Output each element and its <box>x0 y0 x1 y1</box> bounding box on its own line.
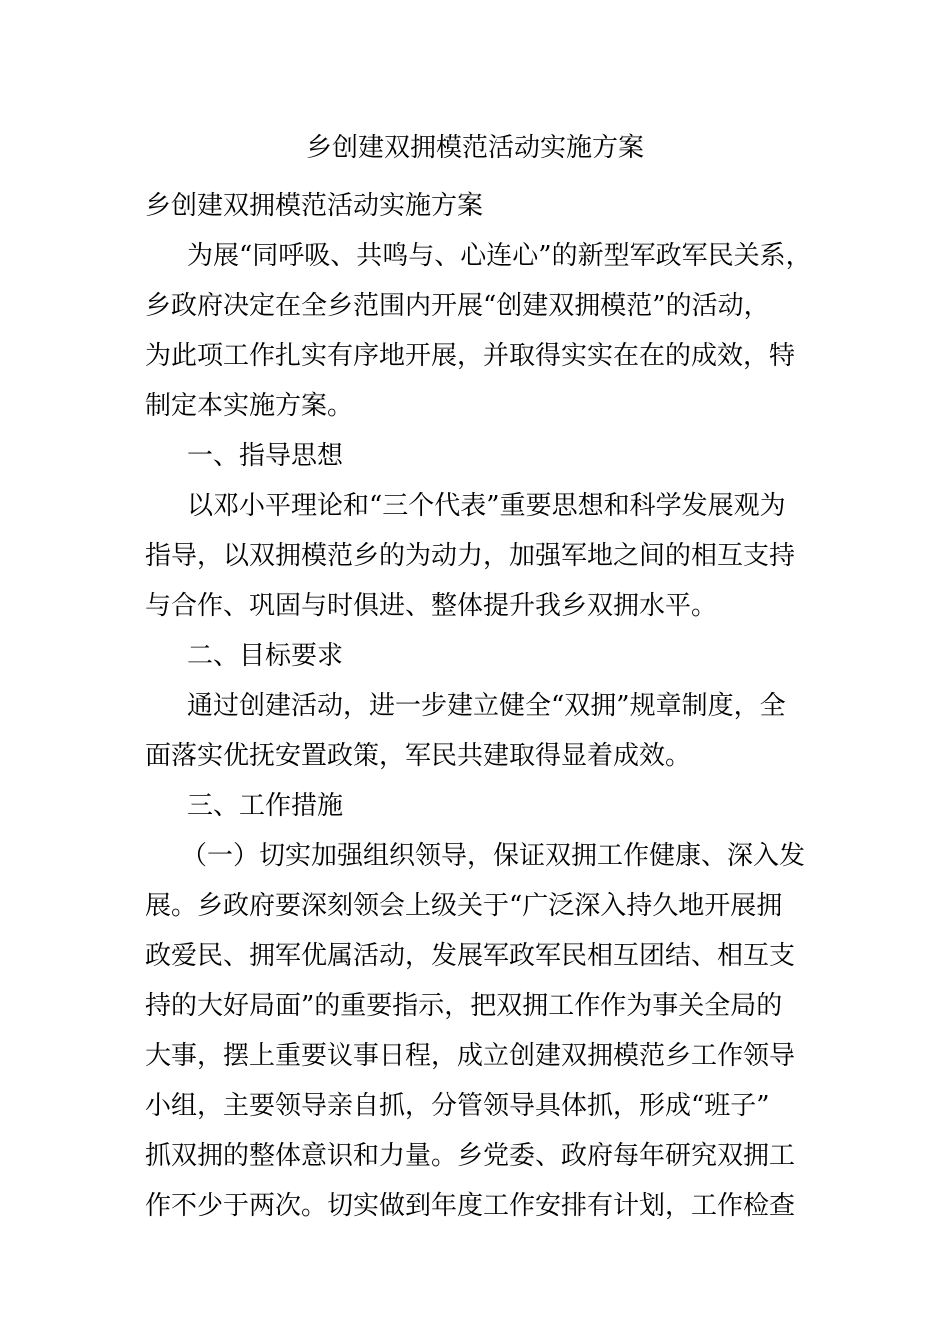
paragraph-line: 面落实优抚安置政策，军民共建取得显着成效。 <box>145 741 692 771</box>
paragraph-line: 抓双拥的整体意识和力量。乡党委、政府每年研究双拥工 <box>145 1141 796 1171</box>
paragraph-line: 为此项工作扎实有序地开展，并取得实实在在的成效，特 <box>145 341 796 371</box>
paragraph-line: 通过创建活动，进一步建立健全“双拥”规章制度，全 <box>187 691 786 721</box>
paragraph-line: 乡政府决定在全乡范围内开展“创建双拥模范”的活动， <box>145 291 770 321</box>
paragraph-line: 与合作、巩固与时俱进、整体提升我乡双拥水平。 <box>145 591 718 621</box>
document-body <box>145 181 825 1231</box>
paragraph-line: 小组，主要领导亲自抓，分管领导具体抓，形成“班子” <box>145 1091 770 1121</box>
paragraph-line: 持的大好局面”的重要指示，把双拥工作作为事关全局的 <box>145 991 783 1021</box>
paragraph-line: 指导，以双拥模范乡的为动力，加强军地之间的相互支持 <box>145 541 796 571</box>
paragraph-line: （一）切实加强组织领导，保证双拥工作健康、深入发 <box>181 841 806 871</box>
paragraph-line: 展。乡政府要深刻领会上级关于“广泛深入持久地开展拥 <box>145 891 783 921</box>
paragraph-line: 作不少于两次。切实做到年度工作安排有计划，工作检查 <box>145 1191 796 1221</box>
section-heading: 一、指导思想 <box>187 441 344 471</box>
paragraph-line: 政爱民、拥军优属活动，发展军政军民相互团结、相互支 <box>145 941 796 971</box>
subtitle-line: 乡创建双拥模范活动实施方案 <box>145 191 484 221</box>
paragraph-line: 为展“同呼吸、共鸣与、心连心”的新型军政军民关系， <box>187 241 812 271</box>
section-heading: 二、目标要求 <box>187 641 344 671</box>
paragraph-line: 制定本实施方案。 <box>145 391 354 421</box>
section-heading: 三、工作措施 <box>187 791 344 821</box>
paragraph-line: 大事，摆上重要议事日程，成立创建双拥模范乡工作领导 <box>145 1041 796 1071</box>
document-title: 乡创建双拥模范活动实施方案 <box>305 133 644 163</box>
paragraph-line: 以邓小平理论和“三个代表”重要思想和科学发展观为 <box>187 491 786 521</box>
